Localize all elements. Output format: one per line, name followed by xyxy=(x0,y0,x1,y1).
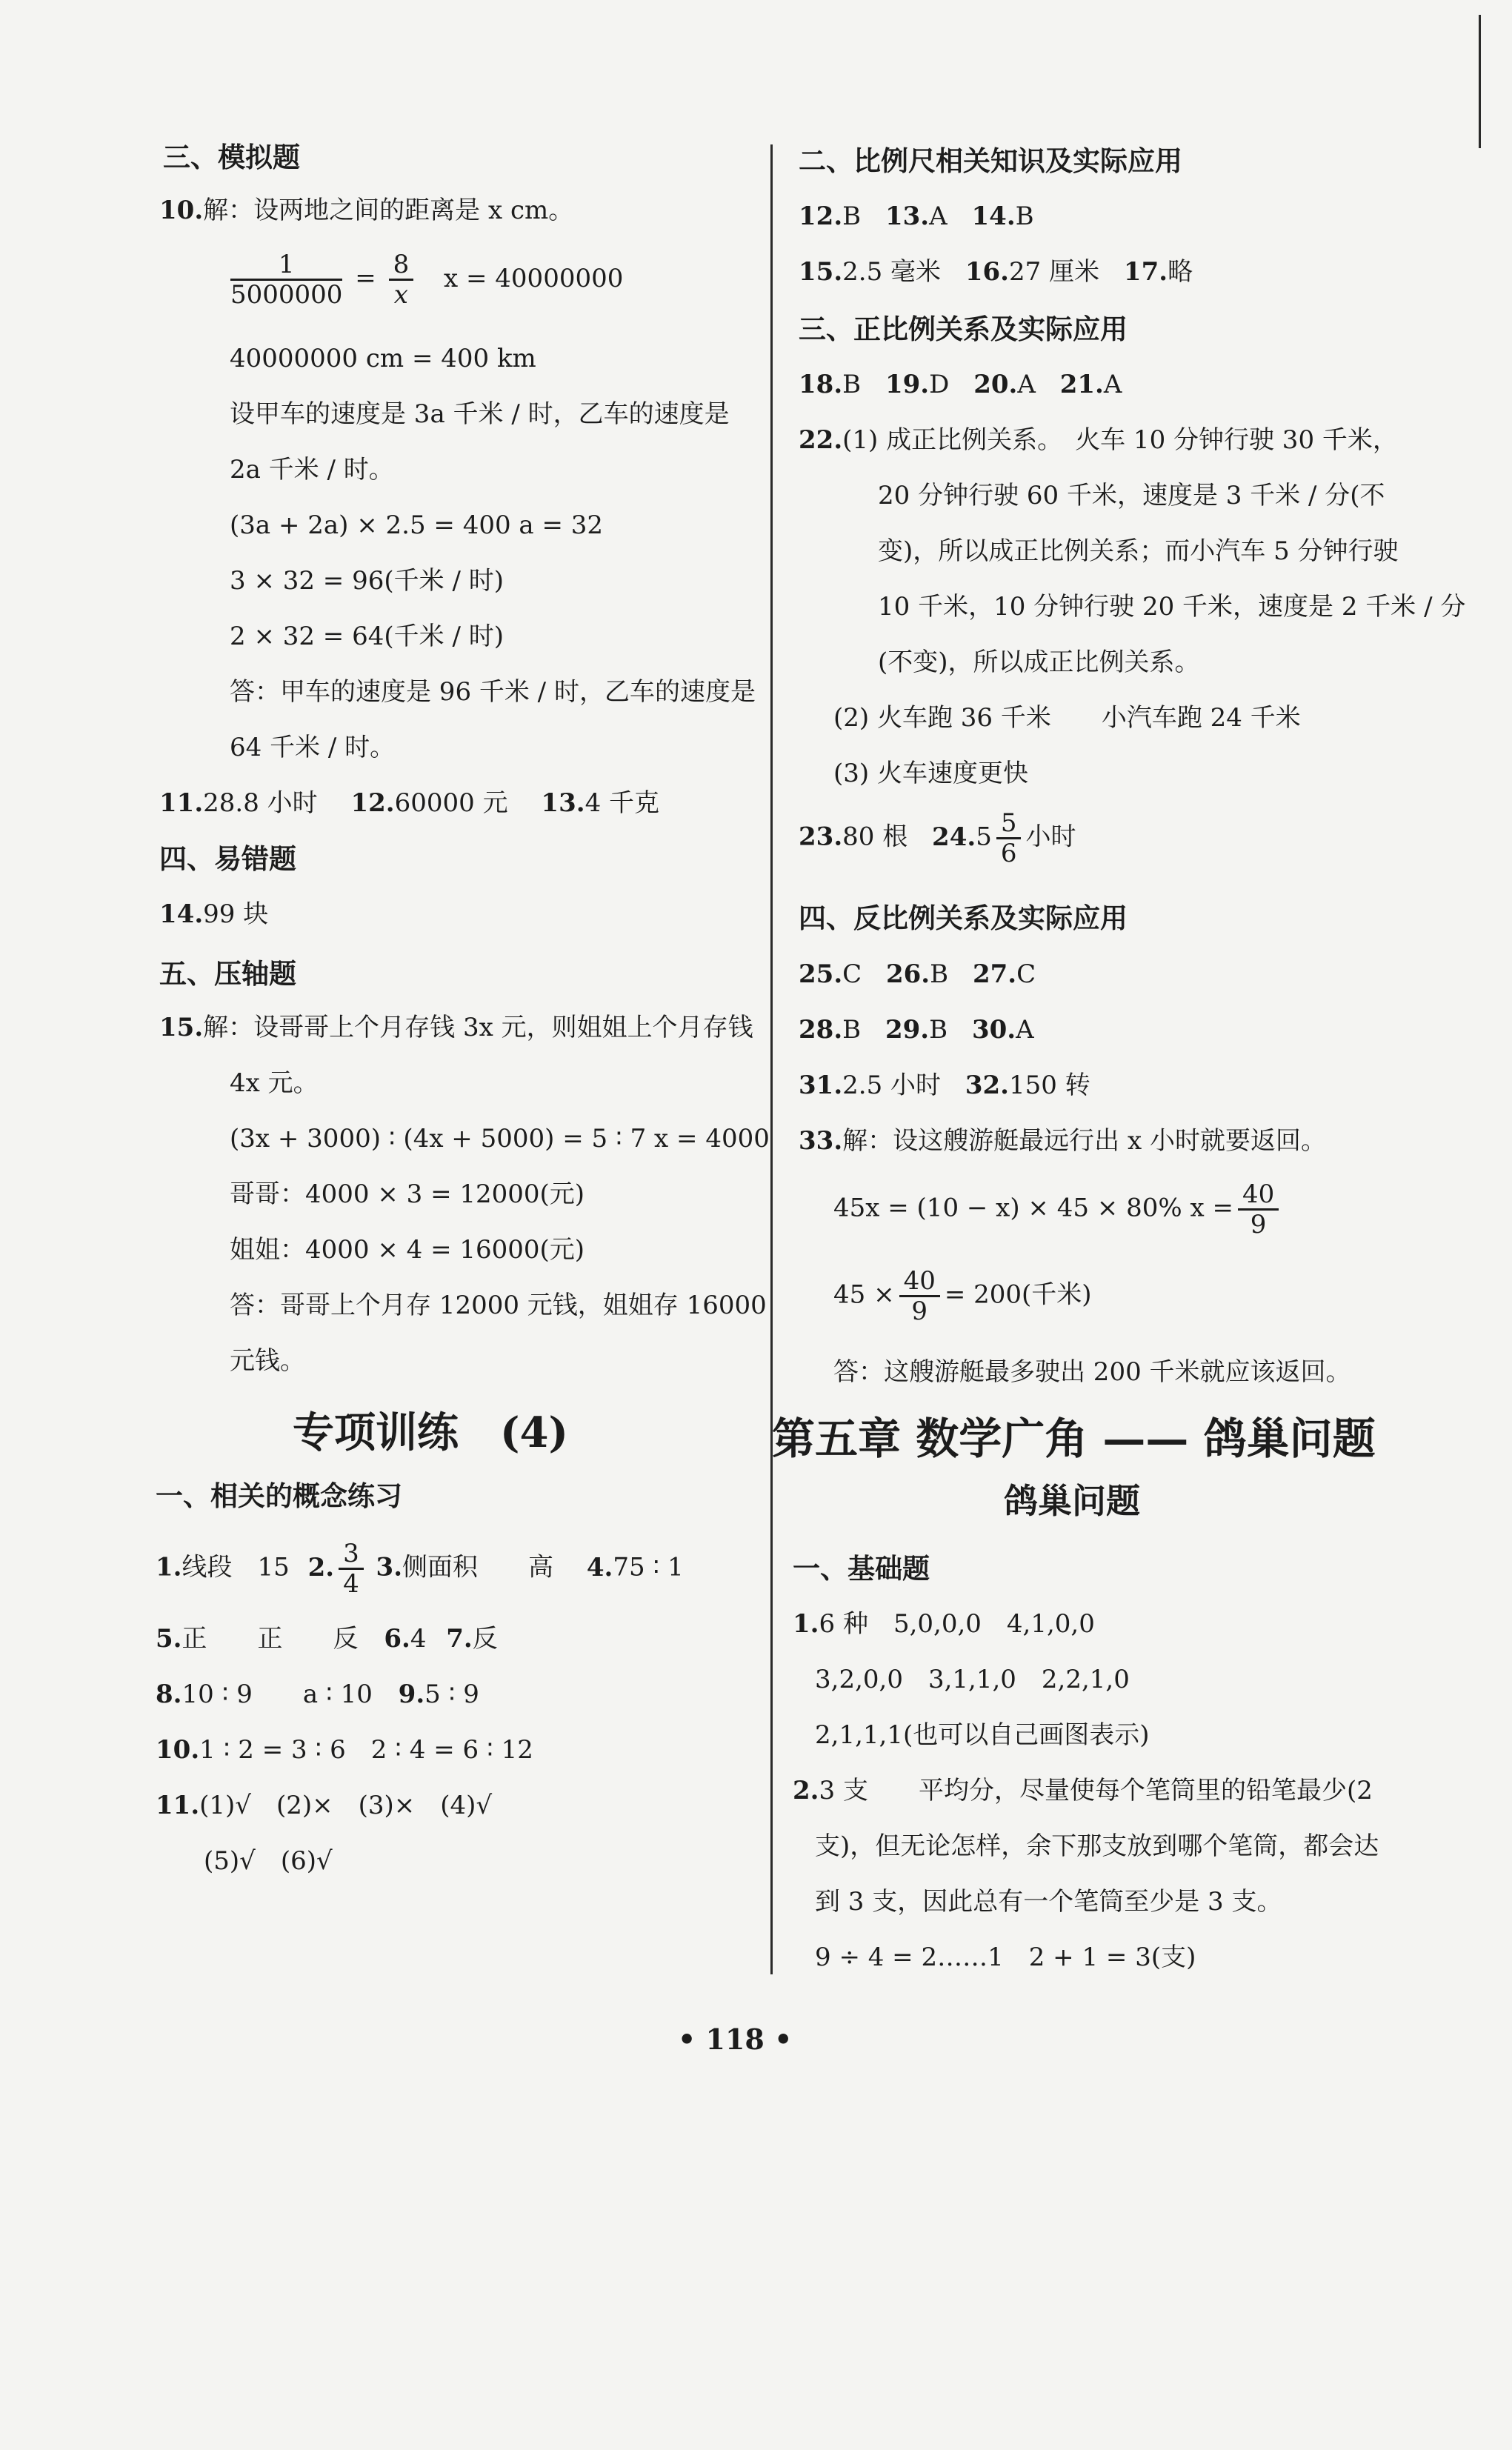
r22-line-4: 10 千米，10 分钟行驶 20 千米，速度是 2 千米 / 分 xyxy=(878,592,1466,622)
q10-line-3: 设甲车的速度是 3a 千米 / 时，乙车的速度是 xyxy=(230,399,730,429)
concept-line-6: (5)√ (6)√ xyxy=(204,1846,333,1876)
q11-13-line: 11.28.8 小时 12.60000 元 13.4 千克 xyxy=(159,788,660,818)
fraction: $\frac{5}{6}$ xyxy=(996,809,1022,868)
b1-line-1: 1.6 种 5,0,0,0 4,1,0,0 xyxy=(793,1609,1095,1639)
section-heading-final: 五、压轴题 xyxy=(159,957,296,990)
page-number: • 118 • xyxy=(678,2023,793,2056)
q15-line-6: 答：哥哥上个月存 12000 元钱，姐姐存 16000 xyxy=(230,1291,767,1320)
b1-line-2: 3,2,0,0 3,1,1,0 2,2,1,0 xyxy=(815,1665,1130,1694)
b2-line-4: 9 ÷ 4 = 2……1 2 + 1 = 3(支) xyxy=(815,1943,1196,1972)
q10-line-9: 64 千米 / 时。 xyxy=(230,733,396,762)
chapter-title: 第五章 数学广角 —— 鸽巢问题 xyxy=(772,1414,1376,1464)
r33-line-4: 答：这艘游艇最多驶出 200 千米就应该返回。 xyxy=(833,1357,1351,1387)
r28-30-line: 28.B 29.B 30.A xyxy=(799,1015,1034,1045)
q10-line-2: 40000000 cm = 400 km xyxy=(230,344,536,373)
r25-27-line: 25.C 26.B 27.C xyxy=(799,959,1036,989)
q10-line-8: 答：甲车的速度是 96 千米 / 时，乙车的速度是 xyxy=(230,677,756,707)
page-edge-line xyxy=(1479,15,1481,148)
r12-14-line: 12.B 13.A 14.B xyxy=(799,202,1034,231)
r18-21-line: 18.B 19.D 20.A 21.A xyxy=(799,370,1122,399)
q10-proportion: $\frac{1}{5000000}$ = $\frac{8}{x}$ x = 40000000 xyxy=(230,250,624,310)
b1-line-3: 2,1,1,1(也可以自己画图表示) xyxy=(815,1720,1150,1750)
fraction: $\frac{1}{5000000}$ xyxy=(230,250,343,310)
r22-line-2: 20 分钟行驶 60 千米，速度是 3 千米 / 分(不 xyxy=(878,481,1385,510)
q15-line-3: (3x + 3000) ∶ (4x + 5000) = 5 ∶ 7 x = 4000 xyxy=(230,1124,770,1154)
r23-24-line: 23.80 根 24.5 $\frac{5}{6}$ 小时 xyxy=(799,808,1076,868)
r22-line-6: (2) 火车跑 36 千米 小汽车跑 24 千米 xyxy=(833,703,1301,733)
q15-line-5: 姐姐：4000 × 4 = 16000(元) xyxy=(230,1235,585,1265)
r22-line-3: 变)，所以成正比例关系；而小汽车 5 分钟行驶 xyxy=(878,536,1399,566)
concept-line-1: 1.线段 15 2. $\frac{3}{4}$ 3.侧面积 高 4.75 ∶ 1 xyxy=(156,1539,684,1599)
column-divider xyxy=(770,144,773,1974)
chapter-subtitle: 鸽巢问题 xyxy=(1004,1481,1140,1521)
q10-line-7: 2 × 32 = 64(千米 / 时) xyxy=(230,622,504,651)
concept-line-5: 11.(1)√ (2)× (3)× (4)√ xyxy=(156,1791,493,1820)
fraction: $\frac{40}{9}$ xyxy=(1238,1180,1279,1239)
section-heading-direct-proportion: 三、正比例关系及实际应用 xyxy=(799,313,1128,345)
r22-line-1: 22.(1) 成正比例关系。 火车 10 分钟行驶 30 千米， xyxy=(799,425,1398,455)
concept-line-4: 10.1 ∶ 2 = 3 ∶ 6 2 ∶ 4 = 6 ∶ 12 xyxy=(156,1735,533,1765)
q15-line-1: 15.解：设哥哥上个月存钱 3x 元，则姐姐上个月存钱 xyxy=(159,1013,753,1042)
q10-line-1: 10.解：设两地之间的距离是 x cm。 xyxy=(159,196,574,225)
r33-line-1: 33.解：设这艘游艇最远行出 x 小时就要返回。 xyxy=(799,1126,1326,1156)
section-heading-error-prone: 四、易错题 xyxy=(159,842,296,875)
q15-line-2: 4x 元。 xyxy=(230,1068,319,1098)
concept-line-2: 5.正 正 反 6.4 7.反 xyxy=(156,1624,498,1654)
b2-line-2: 支)，但无论怎样，余下那支放到哪个笔筒，都会达 xyxy=(815,1831,1379,1861)
special-training-title: 专项训练 (4) xyxy=(293,1408,568,1457)
section-heading-simulation: 三、模拟题 xyxy=(163,141,300,173)
fraction: $\frac{40}{9}$ xyxy=(899,1267,940,1325)
r33-line-2: 45x = (10 − x) × 45 × 80% x = $\frac{40}{9}$ xyxy=(833,1180,1283,1239)
q14-line: 14.99 块 xyxy=(159,899,269,929)
b2-line-3: 到 3 支，因此总有一个笔筒至少是 3 支。 xyxy=(815,1887,1282,1917)
q10-line-6: 3 × 32 = 96(千米 / 时) xyxy=(230,566,504,596)
r22-line-7: (3) 火车速度更快 xyxy=(833,759,1028,788)
q15-line-7: 元钱。 xyxy=(230,1346,305,1376)
q15-line-4: 哥哥：4000 × 3 = 12000(元) xyxy=(230,1179,585,1209)
r15-17-line: 15.2.5 毫米 16.27 厘米 17.略 xyxy=(799,257,1193,287)
fraction: $\frac{8}{x}$ xyxy=(389,250,414,309)
section-heading-inverse-proportion: 四、反比例关系及实际应用 xyxy=(799,902,1128,934)
q10-line-5: (3a + 2a) × 2.5 = 400 a = 32 xyxy=(230,510,604,540)
r31-32-line: 31.2.5 小时 32.150 转 xyxy=(799,1071,1090,1100)
section-heading-concepts: 一、相关的概念练习 xyxy=(156,1479,402,1512)
q10-line-4: 2a 千米 / 时。 xyxy=(230,455,394,485)
fraction: $\frac{3}{4}$ xyxy=(339,1539,364,1598)
r33-line-3: 45 × $\frac{40}{9}$ = 200(千米) xyxy=(833,1266,1092,1326)
section-heading-scale: 二、比例尺相关知识及实际应用 xyxy=(799,144,1182,177)
concept-line-3: 8.10 ∶ 9 a ∶ 10 9.5 ∶ 9 xyxy=(156,1680,479,1709)
b2-line-1: 2.3 支 平均分，尽量使每个笔筒里的铅笔最少(2 xyxy=(793,1776,1373,1805)
r22-line-5: (不变)，所以成正比例关系。 xyxy=(878,648,1200,677)
section-heading-basic: 一、基础题 xyxy=(793,1552,930,1585)
